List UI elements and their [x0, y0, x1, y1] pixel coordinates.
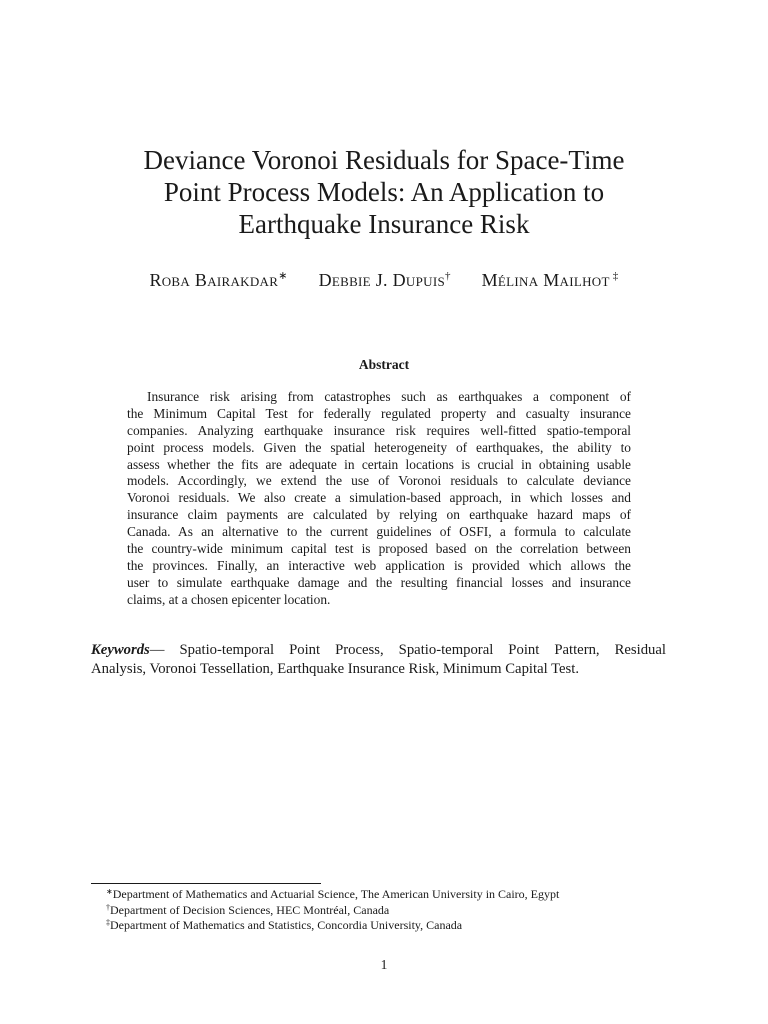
author-list	[84, 270, 684, 291]
paper-title	[84, 144, 684, 240]
affiliation-mark: ‡	[609, 270, 619, 282]
author-name: Roba Bairakdar	[149, 270, 279, 290]
page-number: 1	[380, 957, 388, 972]
abstract-line: insurance claim payments are calculated by relying on earthquake hazard maps of	[127, 507, 631, 523]
footnote-mark: ‡	[106, 918, 110, 928]
footnote-mark: ∗	[106, 887, 113, 896]
abstract-line: models. Accordingly, we extend the use of Voronoi residuals to calculate deviance	[127, 473, 631, 489]
author	[482, 270, 619, 291]
abstract-line: the country-wide minimum capital test is proposed based on the correlation between	[127, 541, 631, 557]
abstract-heading: Abstract	[358, 357, 410, 372]
keywords-label: Keywords	[91, 642, 150, 658]
author-name: Debbie J. Dupuis	[318, 270, 445, 290]
keywords-text: Spatio-temporal Point Process, Spatio-temporal Point Pattern, Residual	[179, 642, 667, 658]
footnote-rule	[91, 883, 321, 884]
author	[149, 270, 287, 291]
keywords-line: Analysis, Voronoi Tessellation, Earthquake Insurance Risk, Minimum Capital Test.	[91, 661, 580, 677]
affiliation-mark: ∗	[278, 270, 288, 282]
abstract-body	[127, 389, 631, 609]
author	[319, 270, 451, 291]
footnote-mark: †	[106, 902, 110, 912]
footnote	[106, 903, 666, 919]
abstract-line: assess whether the fits are adequate in certain locations is crucial in obtaining usable	[127, 456, 631, 472]
footnote	[106, 918, 666, 934]
footnote-text: Department of Decision Sciences, HEC Montréal, Canada	[110, 902, 390, 917]
title-line: Deviance Voronoi Residuals for Space-Time	[143, 145, 625, 175]
abstract-line: the provinces. Finally, an interactive web application is provided which allows the	[127, 557, 631, 573]
abstract-line: Insurance risk arising from catastrophes such as earthquakes a component of	[147, 389, 631, 404]
abstract-line: companies. Analyzing earthquake insurance risk requires well-fitted spatio-temporal	[127, 422, 631, 438]
abstract-line: the Minimum Capital Test for federally regulated property and casualty insurance	[127, 405, 631, 421]
title-line: Point Process Models: An Application to	[163, 177, 605, 207]
footnotes	[106, 887, 666, 934]
author-name: Mélina Mailhot	[481, 270, 610, 290]
keywords-section	[91, 641, 666, 679]
abstract-line: point process models. Given the spatial heterogeneity of earthquakes, the ability to	[127, 439, 631, 455]
abstract-line: Canada. As an alternative to the current guidelines of OSFI, a formula to calculate	[127, 524, 631, 540]
abstract-line: user to simulate earthquake damage and the resulting financial losses and insurance	[127, 574, 631, 590]
affiliation-mark: †	[444, 270, 451, 282]
footnote	[106, 887, 666, 903]
footnote-text: Department of Mathematics and Actuarial Science, The American University in Cairo, Egypt	[112, 887, 560, 901]
abstract-line: claims, at a chosen epicenter location.	[127, 591, 331, 607]
abstract-line: Voronoi residuals. We also create a simulation-based approach, in which losses and	[127, 490, 631, 506]
keywords-separator: —	[149, 642, 180, 658]
title-line: Earthquake Insurance Risk	[238, 209, 530, 239]
keywords-line	[91, 641, 666, 660]
footnote-text: Department of Mathematics and Statistics, Concordia University, Canada	[110, 918, 463, 933]
